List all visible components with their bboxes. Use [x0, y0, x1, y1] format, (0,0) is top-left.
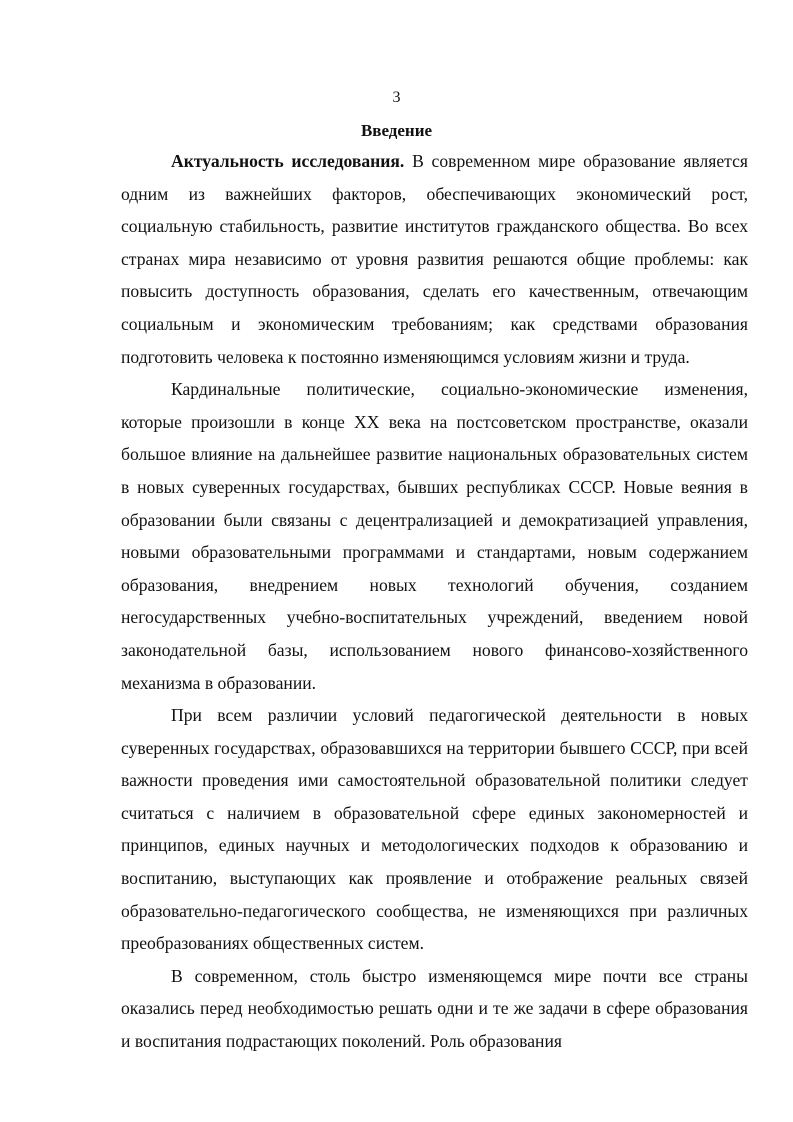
paragraph-2 — [121, 373, 748, 699]
page-number: 3 — [392, 89, 401, 106]
section-heading: Введение — [360, 121, 433, 140]
body-text — [121, 145, 748, 1058]
paragraph-3 — [121, 699, 748, 960]
paragraph-text: В современном мире образование является одним из важнейших факторов, обеспечивающих экономический рост, социальную стабильность, развитие институтов гражданского общества. Во всех странах мира независимо от уровня развития решаются общие проблемы: как повысить доступность образования, сделать его качественным, отвечающим социальным и экономическим требованиям; как средствами образования подготовить человека к постоянно изменяющимся условиям жизни и труда. — [121, 151, 748, 367]
paragraph-text: При всем различии условий педагогической деятельности в новых суверенных государствах, образовавшихся на территории бывшего СССР, при всей важности проведения ими самостоятельной образовательной политики следует считаться с наличием в образовательной сфере единых закономерностей и принципов, единых научных и методологических подходов к образованию и воспитанию, выступающих как проявление и отображение реальных связей образовательно-педагогического сообщества, не изменяющихся при различных преобразованиях общественных систем. — [121, 705, 748, 954]
paragraph-lead: Актуальность исследования. — [171, 151, 405, 171]
paragraph-text: Кардинальные политические, социально-экономические изменения, которые произошли в конце XX века на постсоветском пространстве, оказали большое влияние на дальнейшее развитие национальных образовательных систем в новых суверенных государствах, бывших республиках СССР. Новые веяния в образовании были связаны с децентрализацией и демократизацией управления, новыми образовательными программами и стандартами, новым содержанием образования, внедрением новых технологий обучения, созданием негосударственных учебно-воспитательных учреждений, введением новой законодательной базы, использованием нового финансово-хозяйственного механизма в образовании. — [121, 379, 748, 693]
paragraph-1 — [121, 145, 748, 373]
paragraph-4 — [121, 960, 748, 1058]
paragraph-text: В современном, столь быстро изменяющемся мире почти все страны оказались перед необходимостью решать одни и те же задачи в сфере образования и воспитания подрастающих поколений. Роль образования — [121, 965, 748, 1052]
